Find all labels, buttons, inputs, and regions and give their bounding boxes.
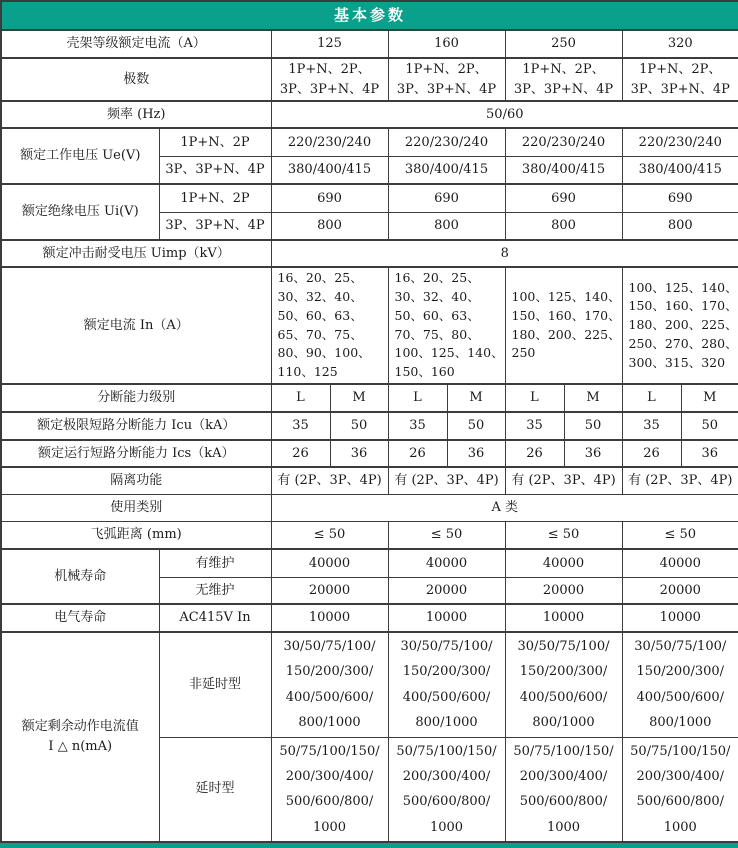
value-cell: 1P+N、2P、 3P、3P+N、4P xyxy=(622,58,738,101)
value-cell: 50/60 xyxy=(271,101,738,128)
value-cell: 30/50/75/100/ 150/200/300/ 400/500/600/ 800/1000 xyxy=(505,632,622,737)
value-cell: 380/400/415 xyxy=(622,156,738,184)
sub-label: AC415V In xyxy=(159,604,271,632)
value-cell: L xyxy=(271,384,330,412)
value-cell: 10000 xyxy=(388,604,505,632)
value-cell: 35 xyxy=(388,412,447,440)
sub-label: 非延时型 xyxy=(159,632,271,737)
value-cell: 20000 xyxy=(271,577,388,604)
value-cell: 有 (2P、3P、4P) xyxy=(505,467,622,494)
value-cell: 220/230/240 xyxy=(388,128,505,156)
value-cell: A 类 xyxy=(271,494,738,521)
value-cell: 10000 xyxy=(505,604,622,632)
value-cell: 220/230/240 xyxy=(622,128,738,156)
value-cell: 50 xyxy=(564,412,622,440)
value-cell: 50 xyxy=(447,412,505,440)
value-cell: ≤ 50 xyxy=(622,521,738,549)
table-row xyxy=(1,184,738,212)
value-cell: 690 xyxy=(388,184,505,212)
value-cell: ≤ 50 xyxy=(388,521,505,549)
value-cell: 26 xyxy=(388,440,447,467)
value-cell: M xyxy=(564,384,622,412)
value-cell: M xyxy=(330,384,388,412)
row-label: 频率 (Hz) xyxy=(1,101,271,128)
value-cell: 1P+N、2P、 3P、3P+N、4P xyxy=(388,58,505,101)
table-row xyxy=(1,549,738,577)
value-cell: 220/230/240 xyxy=(505,128,622,156)
value-cell: 有 (2P、3P、4P) xyxy=(388,467,505,494)
sub-label: 无维护 xyxy=(159,577,271,604)
value-cell: 100、125、140、 150、160、170、 180、200、225、 250 xyxy=(505,267,622,384)
value-cell: 690 xyxy=(505,184,622,212)
value-cell: 有 (2P、3P、4P) xyxy=(622,467,738,494)
table-row xyxy=(1,267,738,384)
value-cell: 160 xyxy=(388,30,505,58)
value-cell: 50/75/100/150/ 200/300/400/ 500/600/800/ 1000 xyxy=(622,737,738,842)
row-label: 壳架等级额定电流（A） xyxy=(1,30,271,58)
value-cell: 36 xyxy=(330,440,388,467)
value-cell: 35 xyxy=(505,412,564,440)
row-label: 隔离功能 xyxy=(1,467,271,494)
value-cell: 36 xyxy=(447,440,505,467)
value-cell: 100、125、140、 150、160、170、 180、200、225、 250、270、280、 300、315、320 xyxy=(622,267,738,384)
value-cell: L xyxy=(388,384,447,412)
value-cell: 30/50/75/100/ 150/200/300/ 400/500/600/ 800/1000 xyxy=(388,632,505,737)
value-cell: 20000 xyxy=(388,577,505,604)
value-cell: 380/400/415 xyxy=(388,156,505,184)
value-cell: 40000 xyxy=(388,549,505,577)
value-cell: 30/50/75/100/ 150/200/300/ 400/500/600/ 800/1000 xyxy=(622,632,738,737)
table-row xyxy=(1,384,738,412)
value-cell: 1P+N、2P、 3P、3P+N、4P xyxy=(505,58,622,101)
value-cell: 380/400/415 xyxy=(505,156,622,184)
value-cell: 16、20、25、 30、32、40、 50、60、63、 65、70、75、 80、90、100、 110、125 xyxy=(271,267,388,384)
table-title: 基本参数 xyxy=(1,1,738,30)
value-cell: 40000 xyxy=(505,549,622,577)
row-label: 使用类别 xyxy=(1,494,271,521)
value-cell: 36 xyxy=(681,440,738,467)
value-cell: M xyxy=(447,384,505,412)
sub-label: 1P+N、2P xyxy=(159,128,271,156)
value-cell: M xyxy=(681,384,738,412)
row-label: 额定电流 In（A） xyxy=(1,267,271,384)
value-cell: 690 xyxy=(271,184,388,212)
row-label: 额定绝缘电压 Ui(V) xyxy=(1,184,159,240)
value-cell: 26 xyxy=(271,440,330,467)
value-cell: 690 xyxy=(622,184,738,212)
value-cell: 800 xyxy=(388,212,505,240)
table-row xyxy=(1,494,738,521)
value-cell: 50/75/100/150/ 200/300/400/ 500/600/800/ 1000 xyxy=(271,737,388,842)
row-label: 额定剩余动作电流值 I △ n(mA) xyxy=(1,632,159,842)
value-cell: 50 xyxy=(681,412,738,440)
row-label: 飞弧距离 (mm) xyxy=(1,521,271,549)
value-cell: 30/50/75/100/ 150/200/300/ 400/500/600/ 800/1000 xyxy=(271,632,388,737)
value-cell: 50/75/100/150/ 200/300/400/ 500/600/800/ 1000 xyxy=(388,737,505,842)
value-cell: 125 xyxy=(271,30,388,58)
value-cell: 36 xyxy=(564,440,622,467)
value-cell: ≤ 50 xyxy=(505,521,622,549)
table-body xyxy=(1,30,738,842)
value-cell: 800 xyxy=(271,212,388,240)
row-label: 额定工作电压 Ue(V) xyxy=(1,128,159,184)
value-cell: ≤ 50 xyxy=(271,521,388,549)
row-label: 额定极限短路分断能力 Icu（kA） xyxy=(1,412,271,440)
table-row xyxy=(1,30,738,58)
value-cell: 8 xyxy=(271,240,738,267)
value-cell: 40000 xyxy=(622,549,738,577)
value-cell: 250 xyxy=(505,30,622,58)
value-cell: 有 (2P、3P、4P) xyxy=(271,467,388,494)
value-cell: 1P+N、2P、 3P、3P+N、4P xyxy=(271,58,388,101)
value-cell: 50/75/100/150/ 200/300/400/ 500/600/800/ 1000 xyxy=(505,737,622,842)
table-row xyxy=(1,58,738,101)
value-cell: 20000 xyxy=(622,577,738,604)
value-cell: 220/230/240 xyxy=(271,128,388,156)
bottom-accent-bar xyxy=(0,843,738,848)
table-row xyxy=(1,467,738,494)
table-row xyxy=(1,240,738,267)
table-header-row xyxy=(1,1,738,30)
sub-label: 有维护 xyxy=(159,549,271,577)
value-cell: 10000 xyxy=(622,604,738,632)
value-cell: L xyxy=(505,384,564,412)
row-label: 额定运行短路分断能力 Ics（kA） xyxy=(1,440,271,467)
value-cell: 50 xyxy=(330,412,388,440)
sub-label: 1P+N、2P xyxy=(159,184,271,212)
value-cell: 16、20、25、 30、32、40、 50、60、63、 70、75、80、 100、125、140、 150、160 xyxy=(388,267,505,384)
row-label: 分断能力级别 xyxy=(1,384,271,412)
table-row xyxy=(1,128,738,156)
sub-label: 3P、3P+N、4P xyxy=(159,212,271,240)
row-label: 电气寿命 xyxy=(1,604,159,632)
row-label: 额定冲击耐受电压 Uimp（kV） xyxy=(1,240,271,267)
value-cell: 10000 xyxy=(271,604,388,632)
value-cell: 35 xyxy=(622,412,681,440)
table-row xyxy=(1,604,738,632)
table-row xyxy=(1,521,738,549)
value-cell: 40000 xyxy=(271,549,388,577)
row-label: 极数 xyxy=(1,58,271,101)
table-row xyxy=(1,101,738,128)
table-row xyxy=(1,412,738,440)
sub-label: 延时型 xyxy=(159,737,271,842)
value-cell: 35 xyxy=(271,412,330,440)
value-cell: 26 xyxy=(622,440,681,467)
value-cell: L xyxy=(622,384,681,412)
value-cell: 26 xyxy=(505,440,564,467)
sub-label: 3P、3P+N、4P xyxy=(159,156,271,184)
value-cell: 320 xyxy=(622,30,738,58)
value-cell: 20000 xyxy=(505,577,622,604)
row-label: 机械寿命 xyxy=(1,549,159,604)
table-row xyxy=(1,632,738,737)
value-cell: 800 xyxy=(505,212,622,240)
value-cell: 800 xyxy=(622,212,738,240)
table-row xyxy=(1,440,738,467)
value-cell: 380/400/415 xyxy=(271,156,388,184)
